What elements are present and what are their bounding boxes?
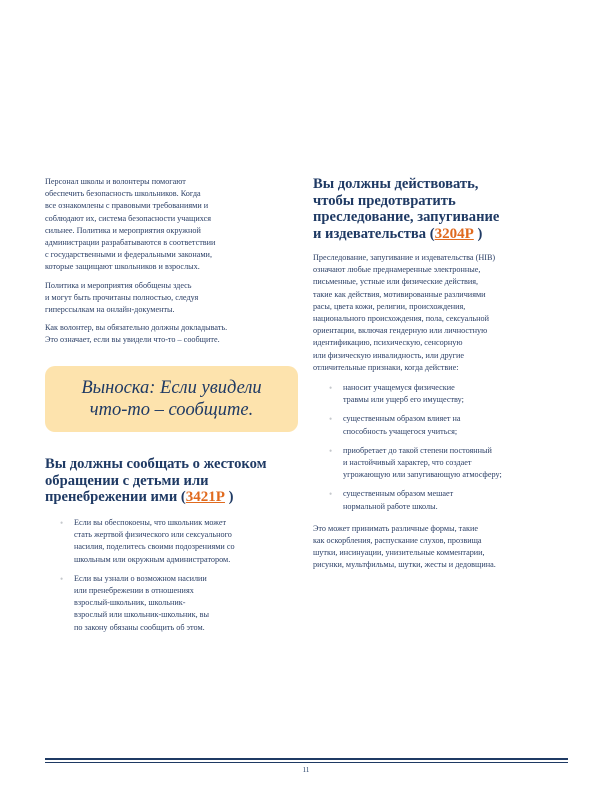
- hib-definition: Преследование, запугивание и издевательства (HIB) означают любые преднамеренные электронные, письменные, устные или физические действия, такие как действия, мотивированные различиями расы, цвета кожи, религии, происхождения, национального происхождения, пола, сексуальной ориентации, включая гендерную или личностную идентификацию, психическую, сенсорную или физическую инвалидность, или другие отличительные признаки, когда действие:: [313, 253, 496, 372]
- intro-paragraph-2: Политика и мероприятия обобщены здесь и могут быть прочитаны полностью, следуя гиперссылкам на онлайн-документы.: [45, 280, 199, 315]
- list-item: • Если вы узнали о возможном насилии или пренебрежении в отношениях взрослый-школьник, школьник- взрослый или школьник-школьник, вы по закону обязаны сообщить об этом.: [74, 573, 299, 634]
- heading-prevent-hib: [313, 176, 593, 242]
- report-abuse-list: [74, 517, 299, 641]
- list-item: • существенным образом влияет на способность учащегося учиться;: [343, 413, 593, 437]
- list-item: • наносит учащемуся физические травмы или ущерб его имуществу;: [343, 382, 593, 406]
- footer-rule-thin: [45, 762, 568, 763]
- heading-report-abuse-close: ): [224, 489, 234, 505]
- right-column: [313, 176, 593, 578]
- callout-box: [45, 366, 298, 432]
- page-number: 11: [302, 766, 310, 774]
- policy-link-3421P[interactable]: 3421P: [185, 489, 225, 505]
- heading-prevent-hib-text: Вы должны действовать, чтобы предотвратить преследование, запугивание и издевательства (: [313, 176, 500, 242]
- heading-report-abuse: [45, 456, 300, 506]
- callout-text: Выноска: Если увидели что-то – сообщите.: [81, 378, 262, 420]
- footer-rule-thick: [45, 758, 568, 760]
- intro-paragraph-1: Персонал школы и волонтеры помогают обеспечить безопасность школьников. Когда все ознакомлены с правовыми требованиями и соблюдают их, система безопасности учащихся сильнее. Политика и мероприятия окружной администрации разрабатываются в соответствии с государственными и федеральными законами, которые защищают школьников и взрослых.: [45, 177, 216, 272]
- heading-prevent-hib-close: ): [473, 225, 483, 242]
- hib-forms-paragraph: Это может принимать различные формы, такие как оскорбления, распускание слухов, прозвища шутки, инсинуации, унизительные комментарии, рисунки, мультфильмы, шутки, жесты и дедовщина.: [313, 523, 496, 570]
- policy-link-3204P[interactable]: 3204P: [434, 225, 474, 242]
- list-item: • существенным образом мешает нормальной работе школы.: [343, 488, 593, 512]
- hib-criteria-list: [343, 382, 593, 513]
- list-item: • приобретает до такой степени постоянный и настойчивый характер, что создает угрожающую или запугивающую атмосферу;: [343, 445, 593, 482]
- list-item: • Если вы обеспокоены, что школьник может стать жертвой физического или сексуального насилия, поделитесь своими подозрениями со школьным или окружным администратором.: [74, 517, 299, 566]
- left-intro: [45, 176, 300, 353]
- intro-paragraph-3: Как волонтер, вы обязательно должны докладывать. Это означает, если вы увидели что-то – сообщите.: [45, 323, 228, 345]
- heading-report-abuse-text: Вы должны сообщать о жестоком обращении с детьми или пренебрежении ими (: [45, 456, 267, 505]
